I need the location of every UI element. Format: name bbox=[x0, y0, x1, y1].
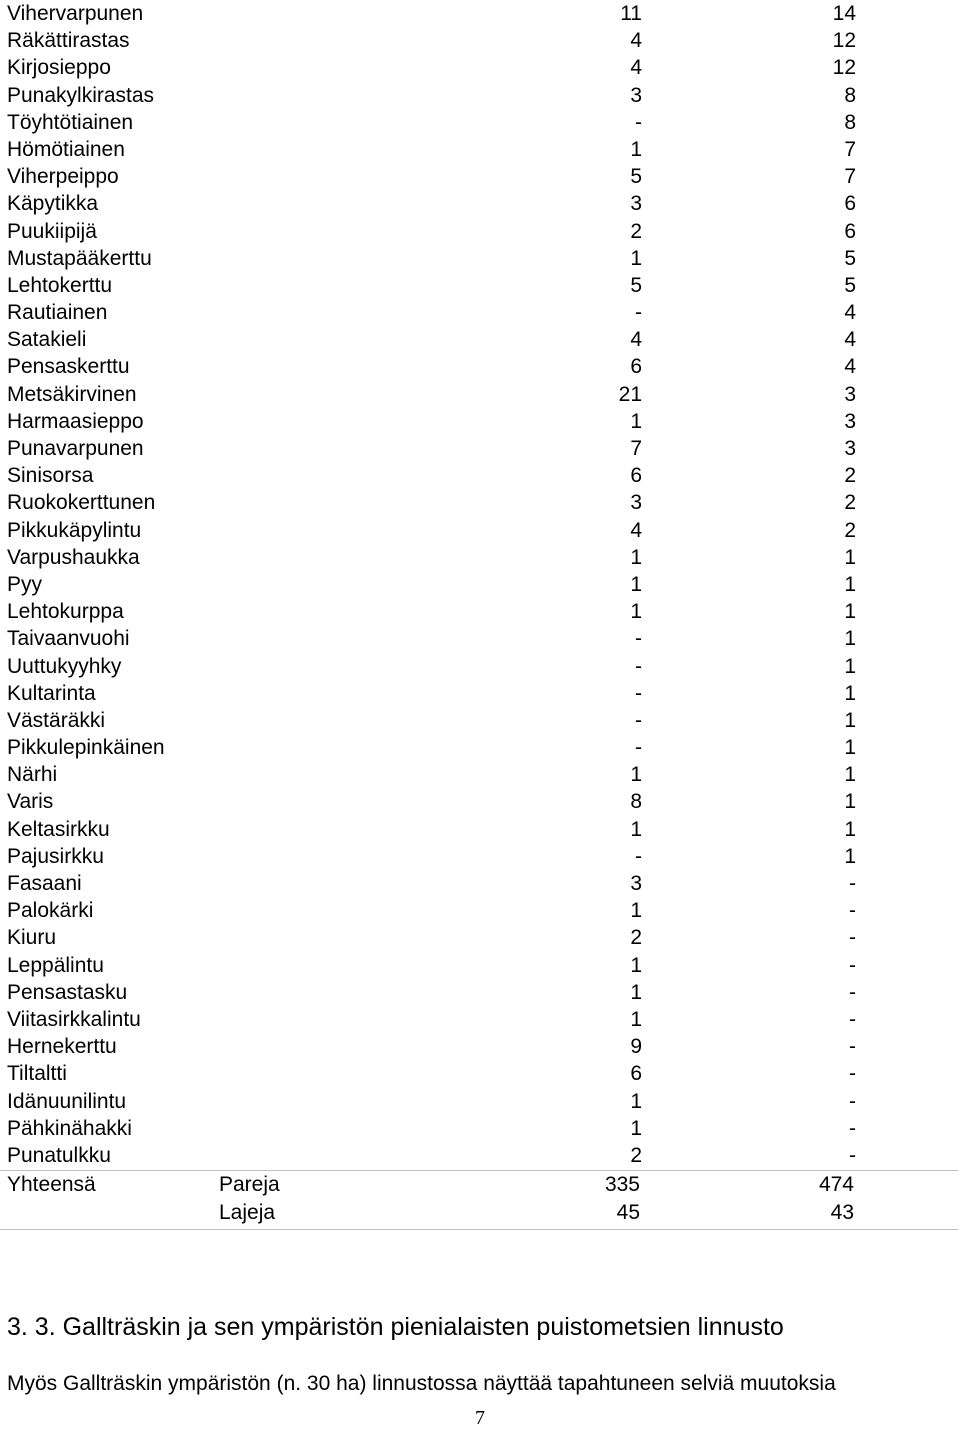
count-col2: 3 bbox=[844, 437, 856, 460]
species-name: Viitasirkkalintu bbox=[7, 1007, 141, 1031]
count-col2: - bbox=[849, 1035, 856, 1059]
species-name: Mustapääkerttu bbox=[7, 246, 152, 270]
species-name: Punakylkirastas bbox=[7, 83, 155, 107]
table-row bbox=[0, 870, 960, 897]
species-name: Pähkinähakki bbox=[7, 1116, 132, 1140]
count-col2: 1 bbox=[844, 600, 856, 624]
count-col2: - bbox=[849, 926, 856, 950]
species-name: Pensaskerttu bbox=[7, 355, 130, 379]
pairs-col1: 335 bbox=[604, 1173, 640, 1196]
species-name: Varpushaukka bbox=[7, 545, 140, 569]
count-col2: 12 bbox=[832, 56, 856, 80]
count-col2: 5 bbox=[844, 273, 856, 297]
count-col1: 2 bbox=[630, 926, 642, 950]
count-col1: 1 bbox=[630, 600, 642, 624]
count-col1: 11 bbox=[620, 2, 642, 25]
species-name: Kiuru bbox=[7, 926, 57, 950]
count-col1: - bbox=[635, 736, 642, 760]
count-col2: 1 bbox=[844, 763, 856, 787]
count-col1: 4 bbox=[630, 56, 642, 80]
table-row bbox=[0, 979, 960, 1006]
count-col1: 5 bbox=[630, 273, 642, 297]
count-col1: 6 bbox=[630, 464, 642, 488]
species-name: Käpytikka bbox=[7, 192, 99, 216]
count-col2: - bbox=[849, 980, 856, 1004]
totals-block bbox=[0, 1170, 958, 1230]
table-row bbox=[0, 136, 960, 163]
count-col1: 4 bbox=[630, 518, 642, 542]
count-col2: 2 bbox=[844, 464, 856, 488]
species-name: Pikkukäpylintu bbox=[7, 518, 142, 542]
table-row bbox=[0, 816, 960, 843]
species-name: Lehtokurppa bbox=[7, 600, 124, 624]
species-name: Hömötiainen bbox=[7, 137, 125, 161]
count-col2: 1 bbox=[844, 817, 856, 841]
table-row bbox=[0, 544, 960, 571]
count-col1: 1 bbox=[630, 953, 642, 977]
count-col1: - bbox=[635, 627, 642, 651]
count-col2: 4 bbox=[844, 355, 856, 379]
count-col2: 3 bbox=[844, 382, 856, 406]
body-paragraph: Myös Gallträskin ympäristön (n. 30 ha) linnustossa näyttää tapahtuneen selviä muutoksia bbox=[7, 1372, 836, 1395]
species-name: Fasaani bbox=[7, 872, 82, 895]
species-name: Ruokokerttunen bbox=[7, 491, 156, 515]
count-col1: 2 bbox=[630, 219, 642, 243]
totals-label: Yhteensä bbox=[7, 1173, 96, 1196]
table-row bbox=[0, 489, 960, 516]
table-row bbox=[0, 218, 960, 245]
table-row bbox=[0, 299, 960, 326]
count-col1: 21 bbox=[618, 382, 642, 406]
species-name: Pajusirkku bbox=[7, 844, 104, 868]
table-row bbox=[0, 54, 960, 81]
table-row bbox=[0, 517, 960, 544]
count-col2: 3 bbox=[844, 409, 856, 433]
count-col1: 3 bbox=[630, 872, 642, 895]
species-col1: 45 bbox=[616, 1201, 640, 1224]
page-number: 7 bbox=[475, 1407, 485, 1429]
count-col2: 4 bbox=[844, 328, 856, 352]
table-row bbox=[0, 761, 960, 788]
count-col1: - bbox=[635, 844, 642, 868]
count-col2: 6 bbox=[844, 219, 856, 243]
count-col2: - bbox=[849, 899, 856, 923]
count-col2: 8 bbox=[844, 83, 856, 107]
count-col2: 1 bbox=[844, 572, 856, 596]
count-col2: 1 bbox=[844, 654, 856, 678]
table-row bbox=[0, 680, 960, 707]
count-col2: - bbox=[849, 1143, 856, 1167]
count-col1: 6 bbox=[630, 355, 642, 379]
count-col2: 7 bbox=[844, 165, 856, 189]
table-row bbox=[0, 653, 960, 680]
count-col1: - bbox=[635, 681, 642, 705]
count-col2: 1 bbox=[844, 790, 856, 814]
count-col1: 3 bbox=[630, 491, 642, 515]
species-name: Pikkulepinkäinen bbox=[7, 736, 165, 760]
count-col2: 1 bbox=[844, 545, 856, 569]
count-col1: 1 bbox=[630, 817, 642, 841]
species-name: Leppälintu bbox=[7, 953, 104, 977]
count-col1: 1 bbox=[630, 980, 642, 1004]
count-col1: 1 bbox=[630, 1089, 642, 1113]
table-row bbox=[0, 462, 960, 489]
species-name: Lehtokerttu bbox=[7, 273, 113, 297]
count-col1: - bbox=[635, 301, 642, 325]
count-col2: 7 bbox=[844, 137, 856, 161]
table-row bbox=[0, 1006, 960, 1033]
species-name: Pyy bbox=[7, 572, 43, 596]
count-col2: 4 bbox=[844, 301, 856, 325]
table-row bbox=[0, 1033, 960, 1060]
count-col1: 1 bbox=[630, 545, 642, 569]
count-col2: - bbox=[849, 1062, 856, 1086]
species-name: Hernekerttu bbox=[7, 1035, 117, 1059]
count-col1: 1 bbox=[630, 246, 642, 270]
section-heading: 3. 3. Gallträskin ja sen ympäristön pienialaisten puistometsien linnusto bbox=[7, 1313, 784, 1341]
species-name: Vihervarpunen bbox=[7, 2, 144, 25]
species-col2: 43 bbox=[830, 1201, 854, 1224]
species-name: Tiltaltti bbox=[7, 1062, 67, 1086]
species-name: Pensastasku bbox=[7, 980, 128, 1004]
table-row bbox=[0, 27, 960, 54]
count-col1: 1 bbox=[630, 763, 642, 787]
table-row bbox=[0, 788, 960, 815]
species-name: Kultarinta bbox=[7, 681, 96, 705]
count-col1: 4 bbox=[630, 328, 642, 352]
species-name: Punatulkku bbox=[7, 1143, 111, 1167]
species-name: Viherpeippo bbox=[7, 165, 119, 189]
species-name: Puukiipijä bbox=[7, 219, 97, 243]
table-row bbox=[0, 734, 960, 761]
count-col2: 8 bbox=[844, 110, 856, 134]
table-row bbox=[0, 625, 960, 652]
table-row bbox=[0, 1115, 960, 1142]
table-row bbox=[0, 163, 960, 190]
count-col1: - bbox=[635, 654, 642, 678]
totals-pairs-row bbox=[0, 1171, 958, 1199]
table-row bbox=[0, 897, 960, 924]
table-row bbox=[0, 190, 960, 217]
count-col2: 2 bbox=[844, 518, 856, 542]
table-row bbox=[0, 0, 960, 27]
count-col2: - bbox=[849, 1007, 856, 1031]
pairs-col2: 474 bbox=[818, 1173, 854, 1196]
species-name: Rautiainen bbox=[7, 301, 108, 325]
table-row bbox=[0, 571, 960, 598]
species-name: Töyhtötiainen bbox=[7, 110, 134, 134]
species-label: Lajeja bbox=[219, 1201, 276, 1224]
pairs-label: Pareja bbox=[219, 1173, 280, 1196]
count-col1: 3 bbox=[630, 83, 642, 107]
count-col2: 1 bbox=[844, 627, 856, 651]
table-row bbox=[0, 326, 960, 353]
species-name: Harmaasieppo bbox=[7, 409, 144, 433]
species-name: Varis bbox=[7, 790, 54, 814]
count-col1: 1 bbox=[630, 137, 642, 161]
count-col1: 7 bbox=[630, 437, 642, 460]
table-row bbox=[0, 109, 960, 136]
count-col1: 9 bbox=[630, 1035, 642, 1059]
species-name: Taivaanvuohi bbox=[7, 627, 130, 651]
table-row bbox=[0, 1060, 960, 1087]
count-col1: 4 bbox=[630, 29, 642, 53]
species-name: Sinisorsa bbox=[7, 464, 94, 488]
table-row bbox=[0, 707, 960, 734]
species-name: Punavarpunen bbox=[7, 437, 144, 460]
count-col2: 12 bbox=[832, 29, 856, 53]
count-col1: - bbox=[635, 708, 642, 732]
count-col2: - bbox=[849, 1089, 856, 1113]
table-row bbox=[0, 924, 960, 951]
table-row bbox=[0, 82, 960, 109]
count-col2: 1 bbox=[844, 708, 856, 732]
table-row bbox=[0, 843, 960, 870]
species-name: Närhi bbox=[7, 763, 58, 787]
table-row bbox=[0, 1142, 960, 1169]
count-col2: 14 bbox=[832, 2, 856, 25]
count-col2: - bbox=[849, 953, 856, 977]
count-col2: - bbox=[849, 1116, 856, 1140]
count-col1: 3 bbox=[630, 192, 642, 216]
count-col1: 5 bbox=[630, 165, 642, 189]
count-col2: - bbox=[849, 872, 856, 895]
table-row bbox=[0, 598, 960, 625]
table-row bbox=[0, 353, 960, 380]
count-col2: 1 bbox=[844, 844, 856, 868]
table-row bbox=[0, 1088, 960, 1115]
count-col1: 1 bbox=[630, 409, 642, 433]
species-name: Uuttukyyhky bbox=[7, 654, 122, 678]
totals-species-row bbox=[0, 1199, 958, 1227]
count-col2: 2 bbox=[844, 491, 856, 515]
count-col2: 5 bbox=[844, 246, 856, 270]
species-name: Metsäkirvinen bbox=[7, 382, 137, 406]
species-name: Idänuunilintu bbox=[7, 1089, 127, 1113]
count-col2: 1 bbox=[844, 681, 856, 705]
count-col1: 1 bbox=[630, 1007, 642, 1031]
table-row bbox=[0, 272, 960, 299]
count-col2: 6 bbox=[844, 192, 856, 216]
count-col1: 2 bbox=[630, 1143, 642, 1167]
species-name: Keltasirkku bbox=[7, 817, 110, 841]
count-col1: 1 bbox=[630, 1116, 642, 1140]
species-name: Palokärki bbox=[7, 899, 94, 923]
count-col1: 1 bbox=[630, 899, 642, 923]
species-name: Räkättirastas bbox=[7, 29, 130, 53]
table-row bbox=[0, 952, 960, 979]
species-name: Västäräkki bbox=[7, 708, 106, 732]
table-row bbox=[0, 245, 960, 272]
species-name: Kirjosieppo bbox=[7, 56, 111, 80]
table-row bbox=[0, 435, 960, 462]
table-row bbox=[0, 381, 960, 408]
species-name: Satakieli bbox=[7, 328, 87, 352]
table-row bbox=[0, 408, 960, 435]
count-col1: 1 bbox=[630, 572, 642, 596]
count-col1: 8 bbox=[630, 790, 642, 814]
count-col1: 6 bbox=[630, 1062, 642, 1086]
count-col2: 1 bbox=[844, 736, 856, 760]
count-col1: - bbox=[635, 110, 642, 134]
